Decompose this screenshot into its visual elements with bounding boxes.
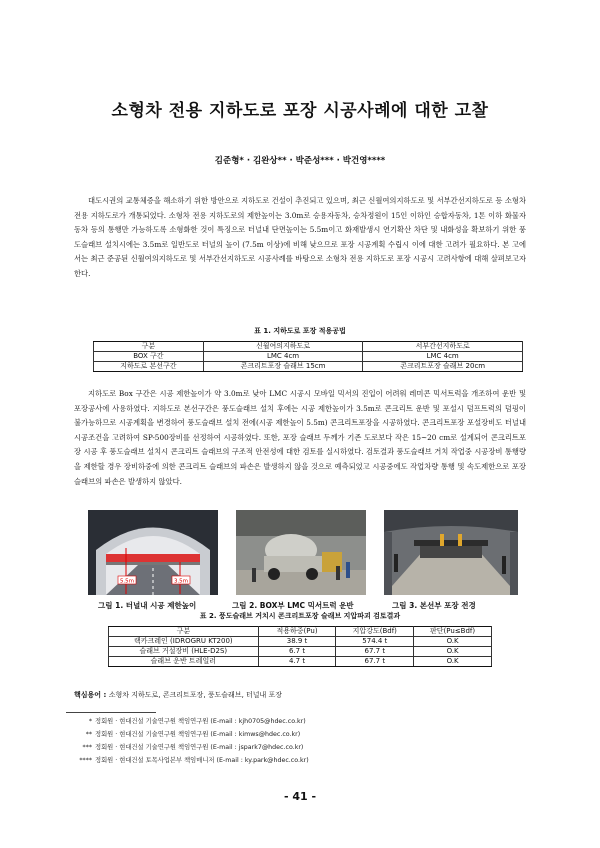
- table2-caption: 표 2. 풍도슬래브 거치시 콘크리트포장 슬래브 지압파괴 검토결과: [199, 612, 401, 620]
- footnote: [72, 744, 303, 752]
- clearance-label-5-5m: 5.5m: [119, 578, 135, 585]
- table2-header-cell: 지압강도(Bdf): [336, 627, 414, 637]
- table-cell: 콘크리트포장 슬래브 15cm: [203, 362, 363, 372]
- footnote-text: 정회원 · 현대건설 기술연구원 책임연구원 (E-mail : jspark7@hdec.co.kr): [95, 744, 304, 751]
- figure2-caption: 그림 2. BOX부 LMC 믹서트럭 운반: [232, 601, 354, 610]
- figure-tunnel-clearance: [88, 510, 218, 595]
- table-cell: BOX 구간: [94, 352, 204, 362]
- table1-caption: 표 1. 지하도로 포장 적용공법: [254, 327, 346, 335]
- figure-row: [88, 510, 518, 595]
- table-row: [109, 657, 492, 667]
- paper-title: 소형차 전용 지하도로 포장 시공사례에 대한 고찰: [111, 101, 489, 121]
- footnote-mark: *: [88, 718, 92, 725]
- footnote-mark: ***: [82, 744, 92, 751]
- table-cell: 67.7 t: [336, 647, 414, 657]
- table-row: [94, 352, 523, 362]
- table-cell: 랙카크레인 (IDROGRU KT200): [109, 637, 259, 647]
- footnote: [72, 757, 309, 765]
- table-cell: 4.7 t: [258, 657, 336, 667]
- footnote-mark: ****: [79, 757, 92, 764]
- table-row: [94, 362, 523, 372]
- abstract-paragraph-1: 대도시권의 교통체증을 해소하기 위한 방안으로 지하도로 건설이 추진되고 있으며, 최근 신월여의지하도로 및 서부간선지하도로 등 소형차 전용 지하도로가 개통되었다. 소형차 전용 지하도로의 제한높이는 3.0m로 승용자동차, 승차정원이 15인 이하인 승합자동차, 1톤 이하 화물자동차 등의 통행만 가능하도록 소형화한 것이 특징으로 터널내 단면높이는 5.5m이고 화재발생시 연기확산 차단 및 내화성을 확보하기 위한 풍도슬래브 설치시에는 3.5m로 일반도로 터널의 높이 (7.5m 이상)에 비해 낮으므로 포장 시공계획 수립시 이에 대한 고려가 필요하다. 본 고에서는 최근 준공된 신월여의지하도로 및 서부간선지하도로 시공사례를 바탕으로 소형차 전용 지하도로 포장 시공시 고려사항에 대해 살펴보고자 한다.: [74, 196, 526, 278]
- keywords: [74, 690, 282, 700]
- table-cell: 6.7 t: [258, 647, 336, 657]
- table-cell: LMC 4cm: [363, 352, 523, 362]
- table1-header-cell: 서부간선지하도로: [363, 342, 523, 352]
- figure1-caption: 그림 1. 터널내 시공 제한높이: [98, 601, 197, 610]
- footnote-text: 정회원 · 현대건설 토목사업본부 책임매니저 (E-mail : ky.park@hdec.co.kr): [95, 757, 309, 764]
- table-cell: 38.9 t: [258, 637, 336, 647]
- table-cell: 574.4 t: [336, 637, 414, 647]
- figure-lmc-mixer-truck: [236, 510, 366, 595]
- table-cell: O.K: [414, 637, 492, 647]
- table-cell: 지하도로 본선구간: [94, 362, 204, 372]
- footnote-mark: **: [85, 731, 92, 738]
- table2-header-cell: 판단(Pu≤Bdf): [414, 627, 492, 637]
- table-cell: 67.7 t: [336, 657, 414, 667]
- figure-mainline-paving: [384, 510, 518, 595]
- table1-header-row: [94, 342, 523, 352]
- author-list: 김준형* · 김완상** · 박준성*** · 박건영****: [214, 156, 386, 166]
- clearance-label-3-5m: 3.5m: [173, 578, 189, 585]
- figure3-caption: 그림 3. 본선부 포장 전경: [392, 601, 476, 610]
- footnote-text: 정회원 · 현대건설 기술연구원 책임연구원 (E-mail : kjh0705@hdec.co.kr): [95, 718, 306, 725]
- body-paragraph-2: 지하도로 Box 구간은 시공 제한높이가 약 3.0m로 낮아 LMC 시공시 모바일 믹서의 진입이 어려워 레미콘 믹서트럭을 개조하여 운반 및 포장공사에 사용하였다. 지하도로 본선구간은 풍도슬래브 설치 후에는 시공 제한높이가 3.5m로 콘크리트 운반 및 포설시 덤프트럭의 덤핑이 불가능하므로 시공계획을 변경하여 풍도슬래브 설치 전에(시공 제한높이 5.5m) 콘크리트포장을 시공하였다. 콘크리트포장 포설장비도 터널내 시공조건을 고려하여 SP-500장비를 선정하여 시공하였다. 또한, 포장 슬래브 두께가 기존 도로보다 작은 15~20 cm로 설계되어 콘크리트포장 시공 후 풍도슬래브 설치시 콘크리트 슬래브의 구조적 안전성에 대한 검토를 실시하였다. 검토결과 풍도슬래브 거치 작업중 시공장비 통행량을 제한할 경우 장비하중에 의한 콘크리트 슬래브의 파손은 발생하지 않을 것으로 예측되었고 시공중에도 작업차량 통행 및 속도제한으로 포장 슬래브의 파손은 발생하지 않았다.: [74, 389, 526, 486]
- table2-header-row: [109, 627, 492, 637]
- page-number: - 41 -: [283, 790, 317, 803]
- table1-header-cell: 구분: [94, 342, 204, 352]
- table2-header-cell: 적용하중(Pu): [258, 627, 336, 637]
- footnote: [72, 731, 300, 739]
- table1-header-cell: 신월여의지하도로: [203, 342, 363, 352]
- table-cell: 슬래브 거설장비 (HLE-D2S): [109, 647, 259, 657]
- table-cell: O.K: [414, 647, 492, 657]
- table1: [93, 341, 523, 372]
- table-cell: O.K: [414, 657, 492, 667]
- footnote: [72, 718, 306, 726]
- footnote-divider: [66, 712, 156, 713]
- table2: [108, 626, 492, 667]
- keywords-label: 핵심용어 :: [74, 691, 107, 699]
- keywords-text: 소형차 지하도로, 콘크리트포장, 풍도슬래브, 터널내 포장: [108, 691, 283, 699]
- table-cell: 슬래브 운반 트레일러: [109, 657, 259, 667]
- footnote-text: 정회원 · 현대건설 기술연구원 책임연구원 (E-mail : kimws@hdec.co.kr): [95, 731, 301, 738]
- table-cell: LMC 4cm: [203, 352, 363, 362]
- table-row: [109, 637, 492, 647]
- table-row: [109, 647, 492, 657]
- table-cell: 콘크리트포장 슬래브 20cm: [363, 362, 523, 372]
- table2-header-cell: 구분: [109, 627, 259, 637]
